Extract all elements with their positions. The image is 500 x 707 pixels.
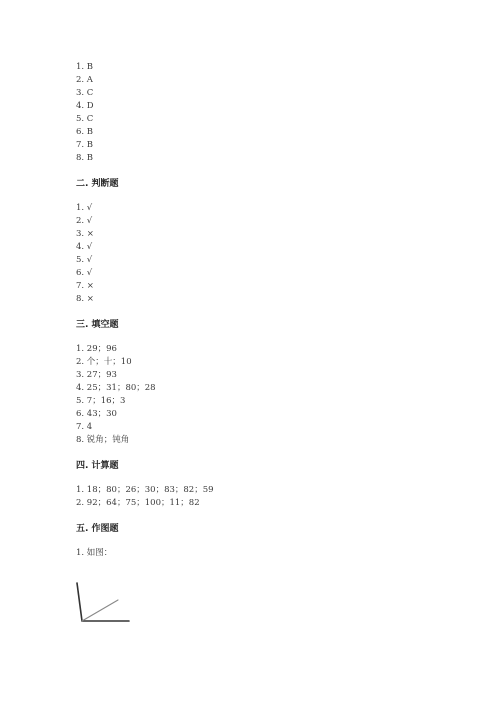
- answer-line: 8. 锐角；钝角: [76, 435, 130, 445]
- answer-line: 2. 个；十；10: [76, 357, 132, 367]
- answer-line: 1. 29；96: [76, 344, 117, 354]
- answer-line: 3. 27；93: [76, 370, 117, 380]
- answer-line: 4. D: [76, 101, 94, 111]
- answer-line: 1. 18；80；26；30；83；82；59: [76, 485, 214, 495]
- answer-line: 6. √: [76, 268, 93, 278]
- answer-line: 4. √: [76, 242, 93, 252]
- answer-line: 2. √: [76, 216, 93, 226]
- answer-line: 6. B: [76, 127, 94, 137]
- section-heading-fill-blank: 三. 填空题: [76, 320, 119, 330]
- section-heading-drawing: 五. 作图题: [76, 524, 119, 534]
- answer-line: 5. C: [76, 114, 94, 124]
- section-heading-judgement: 二. 判断题: [76, 179, 119, 189]
- answer-line: 1. 如图：: [76, 548, 113, 558]
- answer-line: 1. √: [76, 203, 93, 213]
- section-heading-calculation: 四. 计算题: [76, 461, 119, 471]
- answer-line: 7. B: [76, 140, 94, 150]
- answer-line: 1. B: [76, 62, 94, 72]
- answer-line: 2. A: [76, 75, 93, 85]
- answer-line: 5. √: [76, 255, 93, 265]
- answer-line: 3. C: [76, 88, 94, 98]
- answer-line: 8. B: [76, 153, 94, 163]
- answer-line: 6. 43；30: [76, 409, 117, 419]
- answer-line: 3. ×: [76, 229, 94, 239]
- angle-drawing-icon: [72, 578, 136, 628]
- answer-line: 5. 7；16；3: [76, 396, 126, 406]
- angle-inner-ray: [82, 600, 118, 621]
- answer-line: 7. 4: [76, 422, 93, 432]
- answer-line: 8. ×: [76, 294, 94, 304]
- angle-vertical-ray: [77, 583, 82, 621]
- answer-line: 7. ×: [76, 281, 94, 291]
- answer-line: 2. 92；64；75；100；11；82: [76, 498, 200, 508]
- answer-line: 4. 25；31；80；28: [76, 383, 156, 393]
